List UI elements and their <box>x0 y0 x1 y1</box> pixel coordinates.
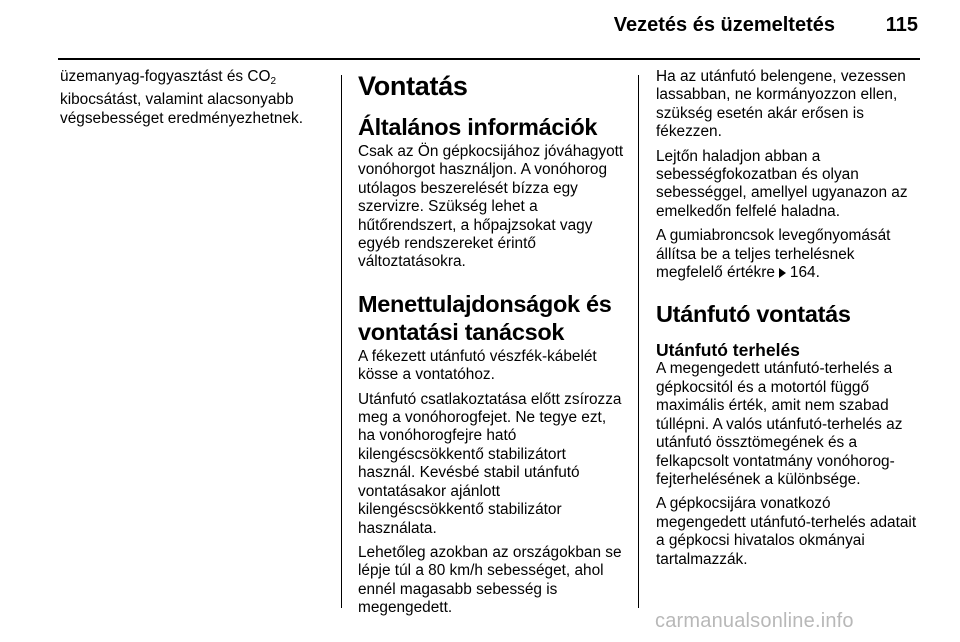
paragraph-emissions <box>60 68 340 128</box>
paragraph-altalanos: Csak az Ön gépkocsijához jóváhagyott vonóhorgot használjon. A vonóhorog utólagos beszerelését bízza egy szervizre. Szükség lehet a hűtőrendszert, a hőpajzsokat vagy egyéb rendszereket érintő változtatásokra. <box>358 143 624 271</box>
heading-menettulajdonsagok: Menettulajdonságok és vontatási tanácsok <box>358 290 612 345</box>
page-reference-link[interactable]: 164. <box>789 264 820 282</box>
paragraph-megengedett: A megengedett utánfutó-terhelés a gépkocsitól és a motortól függő maximális érték, amit nem szabad túllépni. A valós utánfutó-terhelés az utánfutó össztömegének és a felkapcsolt vontatmány vonóhorog-fejterhelésének a különbsége. <box>656 360 903 488</box>
paragraph-csatlakoztatasa: Utánfutó csatlakoztatása előtt zsírozza meg a vonóhorogfejet. Ne tegye ezt, ha vonóhorogfejre ható kilengéscsökkentő stabilizátort használ. Kevésbé stabil utánfutó vontatásakor ajánlott kilengéscsökkentő stabilizátor használata. <box>358 390 622 537</box>
page-reference-arrow-icon <box>779 268 786 278</box>
column-divider-left <box>341 75 342 608</box>
heading-utanfuto-vontatas: Utánfutó vontatás <box>656 301 851 328</box>
paragraph-lehetoleg: Lehetőleg azokban az országokban se lépje túl a 80 km/h sebességet, ahol ennél magasabb sebesség is megengedett. <box>358 543 622 617</box>
paragraph-gumiabroncsok <box>656 227 924 282</box>
paragraph-vonatkozo: A gépkocsijára vonatkozó megengedett utánfutó-terhelés adatait a gépkocsi hivatalos okmányai tartalmazzák. <box>656 495 917 568</box>
co2-subscript: 2 <box>270 76 276 87</box>
header-rule <box>58 58 920 60</box>
paragraph-emissions-text-1: üzemanyag-fogyasztást és CO <box>60 68 271 85</box>
running-header-title: Vezetés és üzemeltetés <box>613 14 835 36</box>
column-middle <box>358 70 626 624</box>
paragraph-lejton: Lejtőn haladjon abban a sebességfokozatban és olyan sebességgel, amellyel ugyanazon az emelkedőn felfelé haladna. <box>656 147 908 220</box>
column-divider-right <box>638 75 639 608</box>
paragraph-emissions-text-2: kibocsátást, valamint alacsonyabb végsebességet eredményezhetnek. <box>60 91 303 127</box>
paragraph-belengene: Ha az utánfutó belengene, vezessen lassabban, ne kormányozzon ellen, szükség esetén akár erősen is fékezzen. <box>656 68 906 141</box>
section-title-vontatas: Vontatás <box>358 71 468 101</box>
watermark: carmanualsonline.info <box>655 610 854 632</box>
page-number: 115 <box>885 14 918 36</box>
paragraph-gumiabroncsok-text: A gumiabroncsok levegőnyomását állítsa be a teljes terhelésnek megfelelő értékre <box>656 227 891 282</box>
column-left <box>60 68 340 134</box>
paragraph-fekezett: A fékezett utánfutó vészfék-kábelét kösse a vontatóhoz. <box>358 347 597 384</box>
column-right <box>656 68 924 575</box>
heading-utanfuto-terheles: Utánfutó terhelés <box>656 340 800 361</box>
heading-altalanos-informaciok: Általános információk <box>358 114 598 140</box>
